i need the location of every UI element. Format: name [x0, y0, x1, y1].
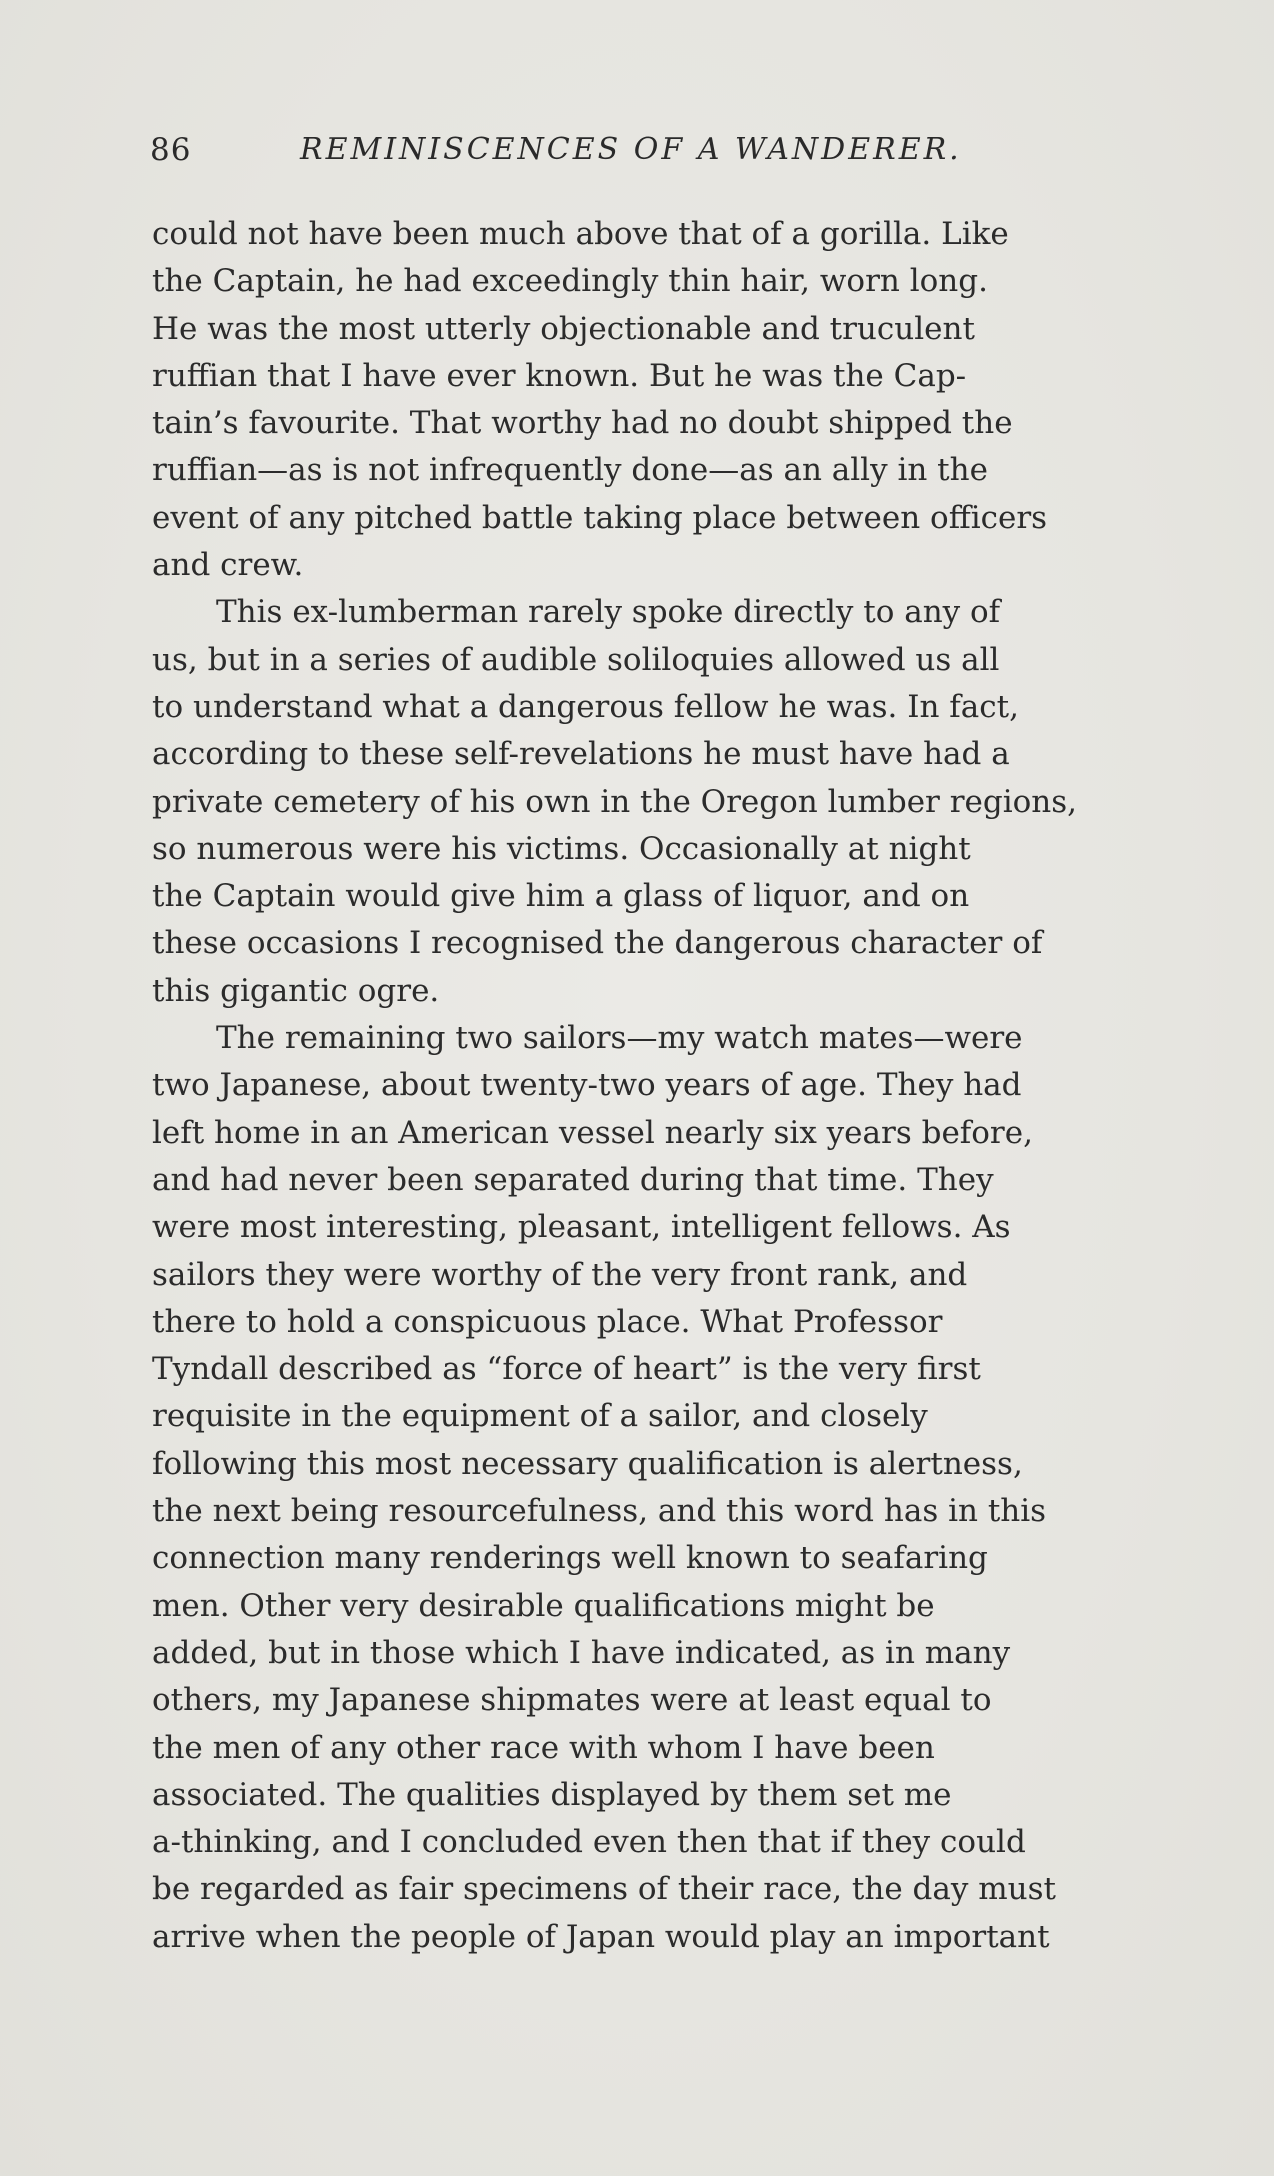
text-line: men. Other very desirable qualifications might be: [152, 1587, 935, 1624]
text-line: He was the most utterly objectionable and truculent: [152, 310, 975, 347]
text-line: event of any pitched battle taking place between officers: [152, 499, 1048, 536]
paragraph-start-line: The remaining two sailors—my watch mates—were: [216, 1020, 1023, 1057]
text-line: were most interesting, pleasant, intelligent fellows. As: [152, 1209, 1011, 1246]
text-line: Tyndall described as “force of heart” is the very first: [152, 1351, 981, 1388]
page-header: [150, 128, 1050, 178]
text-line: according to these self-revelations he must have had a: [152, 736, 1010, 773]
text-line: connection many renderings well known to seafaring: [152, 1540, 988, 1577]
text-line: added, but in those which I have indicated, as in many: [152, 1634, 1011, 1671]
text-line: others, my Japanese shipmates were at least equal to: [152, 1682, 992, 1719]
text-line: left home in an American vessel nearly six years before,: [152, 1114, 1033, 1151]
text-line: associated. The qualities displayed by them set me: [152, 1776, 952, 1813]
text-line: be regarded as fair specimens of their race, the day must: [152, 1871, 1056, 1908]
text-line: us, but in a series of audible soliloquies allowed us all: [152, 641, 1000, 678]
text-line: could not have been much above that of a gorilla. Like: [152, 216, 1009, 252]
text-line: so numerous were his victims. Occasionally at night: [152, 830, 971, 867]
text-line: tain’s favourite. That worthy had no doubt shipped the: [152, 405, 1013, 442]
text-line: following this most necessary qualification is alertness,: [152, 1445, 1023, 1482]
text-line: to understand what a dangerous fellow he was. In fact,: [152, 688, 1019, 725]
text-line: and crew.: [152, 547, 304, 584]
text-line: arrive when the people of Japan would play an important: [152, 1918, 1050, 1955]
text-line: this gigantic ogre.: [152, 972, 440, 1009]
text-line: two Japanese, about twenty-two years of age. They had: [152, 1067, 1022, 1104]
text-line: the men of any other race with whom I have been: [152, 1729, 935, 1766]
text-line: there to hold a conspicuous place. What Professor: [152, 1303, 943, 1340]
text-line: the Captain, he had exceedingly thin hair, worn long.: [152, 263, 988, 300]
text-line: these occasions I recognised the dangerous character of: [152, 925, 1043, 962]
text-line: private cemetery of his own in the Oregon lumber regions,: [152, 783, 1078, 820]
text-line: ruffian—as is not infrequently done—as an ally in the: [152, 452, 988, 489]
body-text: [152, 211, 1192, 1961]
page-number: 86: [150, 132, 192, 168]
text-line: and had never been separated during that time. They: [152, 1161, 994, 1198]
text-line: ruffian that I have ever known. But he was the Cap-: [152, 357, 967, 394]
running-title: REMINISCENCES OF A WANDERER.: [300, 132, 962, 167]
text-line: a-thinking, and I concluded even then that if they could: [152, 1824, 1026, 1861]
text-line: the Captain would give him a glass of liquor, and on: [152, 878, 970, 915]
paragraph-start-line: This ex-lumberman rarely spoke directly to any of: [216, 594, 1001, 631]
text-line: sailors they were worthy of the very front rank, and: [152, 1256, 968, 1293]
text-line: requisite in the equipment of a sailor, and closely: [152, 1398, 928, 1435]
text-line: the next being resourcefulness, and this word has in this: [152, 1493, 1047, 1530]
